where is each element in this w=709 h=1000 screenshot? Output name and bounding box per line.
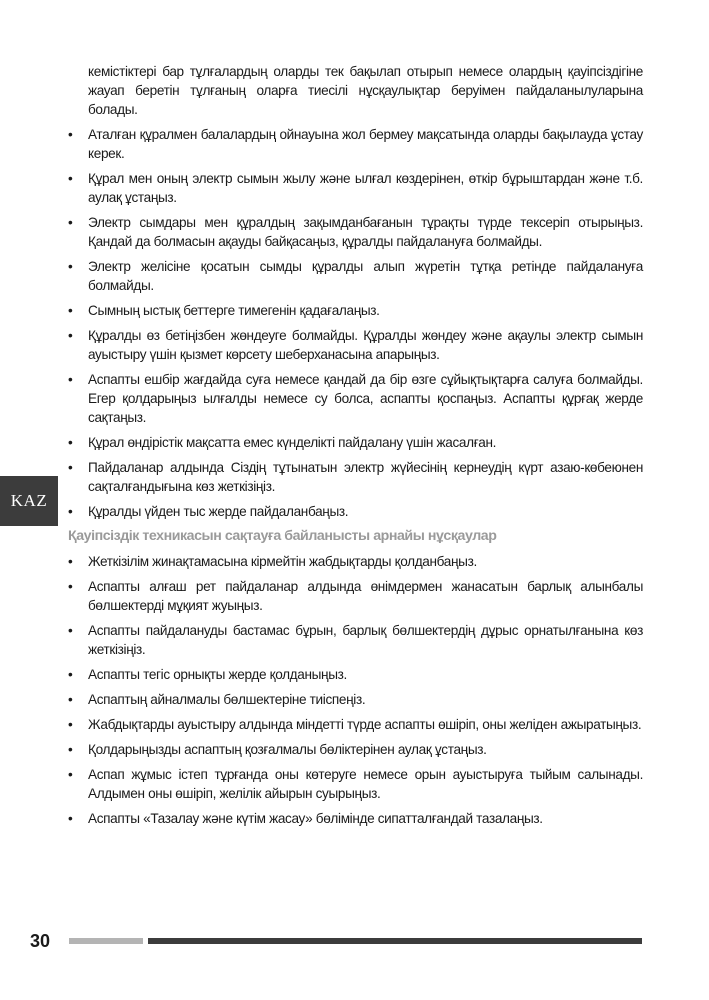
list-item-text: Пайдаланар алдында Сіздің тұтынатын электр жүйесінің кернеудің күрт азаю-көбеюнен сақталғандығына көз жеткізіңіз. [88, 460, 643, 494]
page-number: 30 [30, 931, 51, 951]
list-item [68, 690, 643, 709]
bullet-icon: • [68, 811, 73, 826]
section-heading: Қауіпсіздік техникасын сақтауға байланысты арнайы нұсқаулар [68, 528, 497, 544]
list-item-text: Жабдықтарды ауыстыру алдында міндетті түрде аспапты өшіріп, оны желіден ажыратыңыз. [88, 717, 642, 732]
list-item [68, 125, 643, 163]
bullet-icon: • [68, 328, 73, 343]
bullet-icon: • [68, 692, 73, 707]
bullet-icon: • [68, 717, 73, 732]
list-item [68, 809, 643, 828]
list-item [68, 326, 643, 364]
bullet-icon: • [68, 215, 73, 230]
list-item [68, 665, 643, 684]
list-item [68, 577, 643, 615]
language-tab: KAZ [0, 476, 58, 526]
bullet-icon: • [68, 259, 73, 274]
list-item-text: Жеткізілім жинақтамасына кірмейтін жабдықтарды қолданбаңыз. [88, 554, 477, 569]
list-item-text: Құралды үйден тыс жерде пайдаланбаңыз. [88, 504, 349, 519]
list-item [68, 458, 643, 496]
list-item [68, 621, 643, 659]
list-item [68, 301, 643, 320]
list-item-text: Қолдарыңызды аспаптың қозғалмалы бөліктерінен аулақ ұстаңыз. [88, 742, 487, 757]
intro-paragraph: кемістіктері бар тұлғалардың оларды тек бақылап отырып немесе олардың қауіпсіздігіне жауап беретін тұлғаның оларға тиесілі нұсқаулықтар беруімен пайдаланылуларына болады. [88, 64, 643, 117]
list-item-text: Аспапты ешбір жағдайда суға немесе қандай да бір өзге сұйықтықтарға салуға болмайды. Егер қолдарыңыз ылғалды немесе су болса, аспапты қоспаңыз. Аспапты құрғақ жерде сақтаңыз. [88, 372, 643, 425]
list-item [68, 502, 643, 521]
bullet-icon: • [68, 127, 73, 142]
list-item-text: Сымның ыстық беттерге тимегенін қадағалаңыз. [88, 303, 380, 318]
list-item [68, 213, 643, 251]
bullet-icon: • [68, 742, 73, 757]
page-content [68, 62, 643, 834]
list-item-text: Құрал мен оның электр сымын жылу және ылғал көздерінен, өткір бұрыштардан және т.б. аулақ ұстаңыз. [88, 171, 643, 205]
bullet-icon: • [68, 667, 73, 682]
bullet-icon: • [68, 303, 73, 318]
list-item [68, 370, 643, 427]
list-item-text: Аталған құралмен балалардың ойнауына жол бермеу мақсатында оларды бақылауда ұстау керек. [88, 127, 643, 161]
bullet-icon: • [68, 579, 73, 594]
list-item-text: Аспапты тегіс орнықты жерде қолданыңыз. [88, 667, 347, 682]
list-item-text: Электр желісіне қосатын сымды құралды алып жүретін тұтқа ретінде пайдалануға болмайды. [88, 259, 643, 293]
footer-bar-dark [148, 938, 642, 944]
list-item-text: Аспап жұмыс істеп тұрғанда оны көтеруге немесе орын ауыстыруға тыйым салынады. Алдымен оны өшіріп, желілік айырын суырыңыз. [88, 767, 643, 801]
list-item-text: Аспапты «Тазалау және күтім жасау» бөлімінде сипатталғандай тазалаңыз. [88, 811, 543, 826]
list-item-text: Құрал өндірістік мақсатта емес күнделікті пайдалану үшін жасалған. [88, 435, 497, 450]
list-item [68, 169, 643, 207]
list-item [68, 715, 643, 734]
bullet-icon: • [68, 372, 73, 387]
list-item [68, 765, 643, 803]
list-item-text: Аспапты пайдалануды бастамас бұрын, барлық бөлшектердің дұрыс орнатылғанына көз жеткізіңіз. [88, 623, 643, 657]
bullet-icon: • [68, 435, 73, 450]
list-item [68, 740, 643, 759]
list-item [68, 552, 643, 571]
list-item-text: Электр сымдары мен құралдың зақымданбағанын тұрақты түрде тексеріп отырыңыз. Қандай да болмасын ақауды байқасаңыз, құралды пайдалануға болмайды. [88, 215, 643, 249]
bullet-icon: • [68, 554, 73, 569]
list-item [68, 433, 643, 452]
bullet-icon: • [68, 767, 73, 782]
bullet-icon: • [68, 460, 73, 475]
list-item-text: Құралды өз бетіңізбен жөндеуге болмайды. Құралды жөндеу және ақаулы электр сымын ауыстыру үшін қызмет көрсету шеберханасына апарыңыз. [88, 328, 643, 362]
special-instructions-list [68, 552, 643, 828]
list-item-text: Аспаптың айналмалы бөлшектеріне тиіспеңіз. [88, 692, 366, 707]
bullet-icon: • [68, 171, 73, 186]
bullet-icon: • [68, 504, 73, 519]
general-safety-list [68, 125, 643, 521]
list-item [68, 257, 643, 295]
bullet-icon: • [68, 623, 73, 638]
list-item-text: Аспапты алғаш рет пайдаланар алдында өнімдермен жанасатын барлық алынбалы бөлшектерді мұқият жуыңыз. [88, 579, 643, 613]
footer-bar-light [69, 938, 143, 944]
